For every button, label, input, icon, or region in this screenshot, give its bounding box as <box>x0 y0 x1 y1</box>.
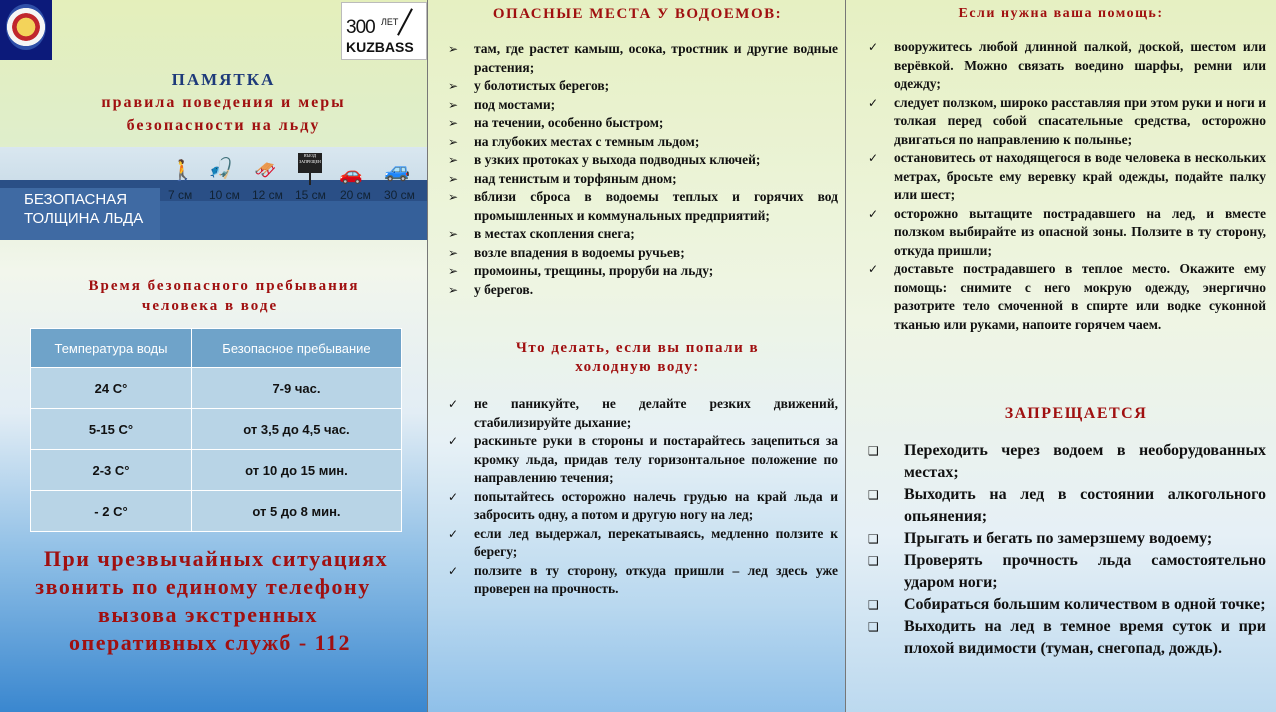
arrow-bullet-icon: ➢ <box>448 79 459 93</box>
fisherman-icon: 🎣 <box>208 156 233 180</box>
forbidden-title: ЗАПРЕЩАЕТСЯ <box>1004 405 1148 422</box>
list-item-text: осторожно вытащите пострадавшего на лед, и вместе ползком выбирайте из опасной зоны. Ползите в ту сторону, откуда пришли; <box>894 205 1266 258</box>
table-cell-time: от 10 до 15 мин. <box>191 450 401 491</box>
arrow-bullet-icon: ➢ <box>448 153 459 167</box>
safe-time-table <box>30 328 402 532</box>
arrow-bullet-icon: ➢ <box>448 171 459 186</box>
table-header-temperature: Температура воды <box>31 329 192 368</box>
checkmark-bullet-icon: ✓ <box>868 151 879 165</box>
sign-text: ВЪЕЗД ЗАПРЕЩЕН <box>299 153 321 164</box>
checkbox-bullet-icon: ❑ <box>868 620 879 634</box>
table-row <box>31 409 402 450</box>
list-item <box>446 562 838 599</box>
list-item <box>866 550 1266 594</box>
list-item-text: в узких протоках у выхода подводных ключей; <box>474 152 761 167</box>
list-item-text: на глубоких местах с темным льдом; <box>474 133 700 149</box>
arrow-bullet-icon: ➢ <box>448 264 459 278</box>
list-item-text: возле впадения в водоемы ручьев; <box>474 244 685 260</box>
list-item-text: Переходить через водоем в необорудованных местах; <box>904 442 1266 481</box>
list-item <box>446 525 838 562</box>
list-item-text: доставьте пострадавшего в теплое место. Окажите ему помощь: снимите с него мокрую одежду, энергично разотрите тело смоченной в спирте или водке суконной тканью или руками, напоите горячем чаем. <box>894 261 1266 332</box>
table-cell-time: от 3,5 до 4,5 час. <box>191 409 401 450</box>
table-cell-temperature: 5-15 C° <box>31 409 192 450</box>
thickness-15cm: 15 см <box>295 188 326 202</box>
mchs-logo <box>0 0 52 60</box>
list-item <box>866 94 1266 150</box>
arrow-bullet-icon: ➢ <box>448 42 459 56</box>
kuzbass-logo-number: 300 <box>346 17 375 38</box>
list-item <box>446 151 838 170</box>
checkmark-bullet-icon: ✓ <box>868 262 879 276</box>
middle-panel <box>427 0 846 712</box>
list-item-text: там, где растет камыш, осока, тростник и другие водные растения; <box>474 41 838 75</box>
list-item <box>446 96 838 115</box>
list-item-text: Проверять прочность льда самостоятельно ударом ноги; <box>904 552 1266 591</box>
ice-thickness-label <box>24 190 143 228</box>
list-item-text: в местах скопления снега; <box>474 226 635 241</box>
checkmark-bullet-icon: ✓ <box>448 397 459 411</box>
list-item-text: над тенистым и торфяным дном; <box>474 170 677 186</box>
checkbox-bullet-icon: ❑ <box>868 554 879 568</box>
list-item <box>446 114 838 133</box>
ice-step-2 <box>160 201 427 240</box>
list-item-text: остановитесь от находящегося в воде человека в нескольких метрах, бросьте ему веревку край одежды, подайте палку или шест; <box>894 150 1266 202</box>
list-item-text: вооружитесь любой длинной палкой, доской, шестом или верёвкой. Можно связать воедино шарфы, ремни или одежду; <box>894 39 1266 91</box>
fell-in-water-list <box>446 395 838 599</box>
person-icon: 🚶 <box>170 158 195 182</box>
time-title-line-2: человека в воде <box>141 298 279 314</box>
ice-label-line-2: ТОЛЩИНА ЛЬДА <box>24 210 144 227</box>
thickness-12cm: 12 см <box>252 188 283 202</box>
list-item-text: Собираться большим количеством в одной точке; <box>904 596 1266 613</box>
ice-label-line-1: БЕЗОПАСНАЯ <box>24 191 128 208</box>
kuzbass-300-logo <box>341 2 427 60</box>
thickness-10cm: 10 см <box>209 188 240 202</box>
list-item <box>866 38 1266 94</box>
checkmark-bullet-icon: ✓ <box>868 95 879 110</box>
forbidden-list <box>866 440 1266 660</box>
thickness-30cm: 30 см <box>384 188 415 202</box>
arrow-bullet-icon: ➢ <box>448 190 459 204</box>
list-item <box>866 149 1266 205</box>
list-item-text: ползите в ту сторону, откуда пришли – лед здесь уже проверен на прочность. <box>474 562 838 596</box>
list-item <box>446 432 838 488</box>
list-item <box>446 225 838 244</box>
list-item-text: если лед выдержал, перекатываясь, медленно ползите к берегу; <box>474 525 838 559</box>
car-icon: 🚗 <box>339 163 363 185</box>
time-title-line-1: Время безопасного пребывания <box>88 278 360 294</box>
suv-icon: 🚙 <box>384 158 411 182</box>
arrow-bullet-icon: ➢ <box>448 245 459 260</box>
list-item <box>446 395 838 432</box>
checkmark-bullet-icon: ✓ <box>448 526 459 541</box>
list-item-text: Выходить на лед в темное время суток и при плохой видимости (туман, снегопад, дождь). <box>904 618 1266 657</box>
memo-subtitle-line-1: правила поведения и меры <box>101 94 346 111</box>
memo-subtitle-line-2: безопасности на льду <box>126 117 321 134</box>
checkmark-bullet-icon: ✓ <box>868 40 879 54</box>
table-cell-time: 7-9 час. <box>191 368 401 409</box>
arrow-bullet-icon: ➢ <box>448 282 459 297</box>
table-cell-temperature: 2-3 C° <box>31 450 192 491</box>
list-item-text: у болотистых берегов; <box>474 78 610 93</box>
checkmark-bullet-icon: ✓ <box>448 434 459 448</box>
list-item <box>446 262 838 281</box>
list-item-text: вблизи сброса в водоемы теплых и горячих вод промышленных и коммунальных предприятий; <box>474 189 838 223</box>
list-item <box>446 488 838 525</box>
table-row <box>31 368 402 409</box>
table-cell-temperature: - 2 C° <box>31 491 192 532</box>
dangerous-places-title: ОПАСНЫЕ МЕСТА У ВОДОЕМОВ: <box>492 6 783 22</box>
list-item <box>446 77 838 96</box>
list-item <box>446 133 838 152</box>
help-list <box>866 38 1266 334</box>
list-item-text: на течении, особенно быстром; <box>474 115 664 130</box>
emergency-line-4: оперативных служб - 112 <box>69 630 351 655</box>
list-item-text: Выходить на лед в состоянии алкогольного опьянения; <box>904 486 1266 525</box>
checkbox-bullet-icon: ❑ <box>868 444 879 458</box>
left-panel <box>0 0 427 712</box>
thickness-7cm: 7 см <box>168 188 193 202</box>
sign-post <box>309 173 311 185</box>
list-item <box>446 281 838 300</box>
list-item-text: под мостами; <box>474 96 556 112</box>
emergency-line-1: При чрезвычайных ситуациях <box>43 546 389 571</box>
list-item <box>866 616 1266 660</box>
emergency-line-2: звонить по единому телефону <box>35 574 371 599</box>
list-item-text: раскиньте руки в стороны и постарайтесь зацепиться за кромку льда, придав телу горизонтальное положение по направлению течения; <box>474 433 838 485</box>
kuzbass-logo-let: ЛЕТ <box>381 17 399 27</box>
list-item <box>866 594 1266 616</box>
list-item-text: не паникуйте, не делайте резких движений, стабилизируйте дыхание; <box>474 396 838 430</box>
table-row <box>31 450 402 491</box>
list-item <box>866 205 1266 261</box>
arrow-bullet-icon: ➢ <box>448 97 459 112</box>
kuzbass-logo-name: KUZBASS <box>346 39 414 55</box>
arrow-bullet-icon: ➢ <box>448 116 459 130</box>
checkmark-bullet-icon: ✓ <box>448 489 459 504</box>
list-item <box>866 440 1266 484</box>
table-cell-temperature: 24 C° <box>31 368 192 409</box>
emergency-line-3: вызова экстренных <box>97 602 319 627</box>
arrow-bullet-icon: ➢ <box>448 134 459 149</box>
help-title: Если нужна ваша помощь: <box>958 6 1164 21</box>
list-item-text: у берегов. <box>474 281 534 297</box>
thickness-20cm: 20 см <box>340 188 371 202</box>
checkbox-bullet-icon: ❑ <box>868 488 879 502</box>
list-item-text: следует ползком, широко расставляя при этом руки и ноги и толкая перед собой спасательные средства, осторожно двигаться по направлению к полынье; <box>894 94 1266 147</box>
list-item <box>446 170 838 189</box>
table-header-row <box>31 329 402 368</box>
list-item <box>866 260 1266 334</box>
no-entry-sign-icon <box>298 153 322 173</box>
list-item-text: Прыгать и бегать по замерзшему водоему; <box>904 530 1213 547</box>
list-item-text: промоины, трещины, проруби на льду; <box>474 263 714 278</box>
snowmobile-icon: 🛷 <box>254 160 277 181</box>
dangerous-places-list <box>446 40 838 299</box>
fell-in-water-title-line-1: Что делать, если вы попали в <box>515 340 760 356</box>
emergency-notice <box>0 545 427 657</box>
list-item <box>446 244 838 263</box>
arrow-bullet-icon: ➢ <box>448 227 459 241</box>
table-cell-time: от 5 до 8 мин. <box>191 491 401 532</box>
table-row <box>31 491 402 532</box>
checkbox-bullet-icon: ❑ <box>868 532 879 546</box>
memo-title: ПАМЯТКА <box>171 70 276 89</box>
checkmark-bullet-icon: ✓ <box>448 563 459 578</box>
checkmark-bullet-icon: ✓ <box>868 206 879 221</box>
list-item <box>866 528 1266 550</box>
kuzbass-logo-stroke <box>397 8 413 35</box>
list-item-text: попытайтесь осторожно налечь грудью на край льда и забросить одну, а потом и другую ногу на лед; <box>474 488 838 522</box>
list-item <box>866 484 1266 528</box>
right-panel <box>846 0 1276 712</box>
list-item <box>446 40 838 77</box>
list-item <box>446 188 838 225</box>
table-header-safe-time: Безопасное пребывание <box>191 329 401 368</box>
emblem-icon <box>6 4 46 50</box>
fell-in-water-title-line-2: холодную воду: <box>575 359 700 375</box>
checkbox-bullet-icon: ❑ <box>868 598 879 612</box>
